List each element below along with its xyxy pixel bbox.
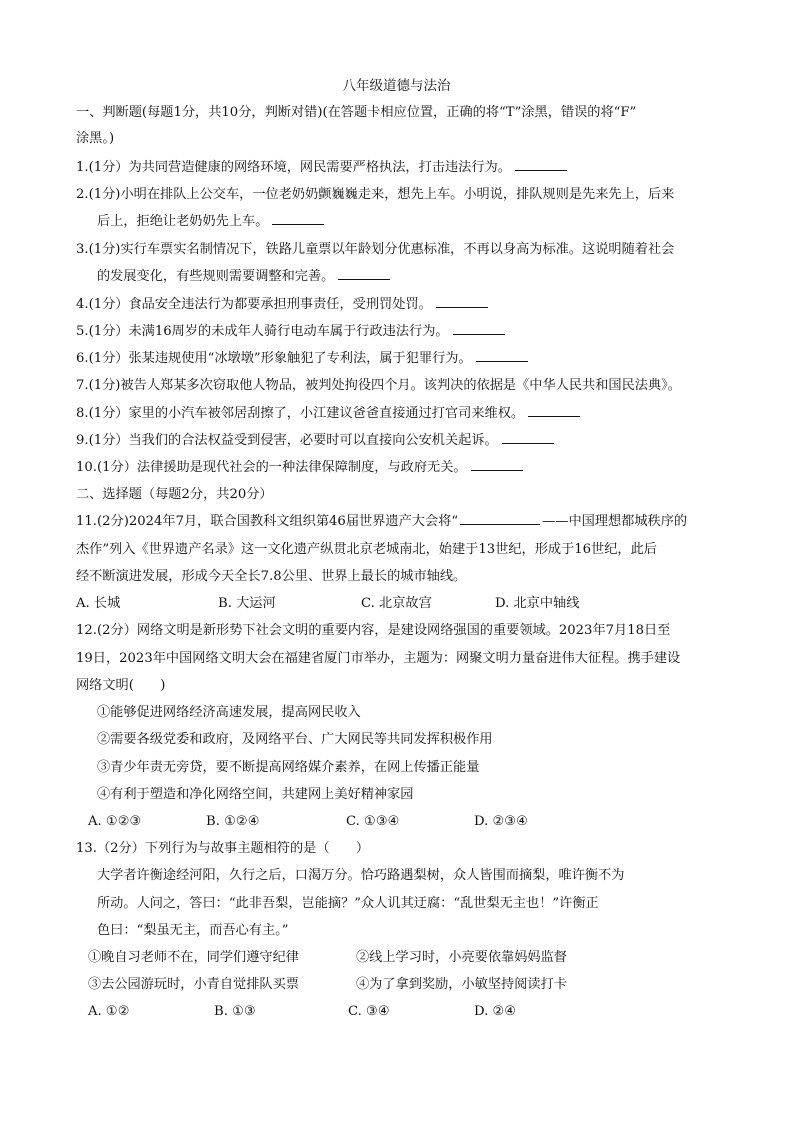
question-1: 1.(1分）为共同营造健康的网络环境，网民需要严格执法，打击违法行为。 — [76, 158, 567, 178]
q12-option-d[interactable]: D. ②③④ — [474, 814, 528, 829]
answer-blank[interactable] — [528, 404, 580, 417]
section1-heading: 一、判断题(每题1分，共10分，判断对错)(在答题卡相应位置，正确的将“T”涂黑，错误的将“F” — [76, 105, 637, 120]
q12-statement-4: ④有利于塑造和净化网络空间，共建网上美好精神家园 — [97, 787, 414, 802]
question-8: 8.(1分）家里的小汽车被邻居刮擦了，小江建议爸爸直接通过打官司来维权。 — [76, 404, 580, 424]
question-3-cont: 的发展变化，有些规则需要调整和完善。 — [97, 267, 390, 287]
q13-option-d[interactable]: D. ②④ — [474, 1004, 517, 1019]
answer-blank[interactable] — [476, 349, 528, 362]
q11-option-a[interactable]: A. 长城 — [76, 596, 121, 611]
question-3: 3.(1分)实行车票实名制情况下，铁路儿童票以年龄划分优惠标准，不再以身高为标准。这说明随着社会 — [76, 242, 675, 257]
question-12: 12.(2分）网络文明是新形势下社会文明的重要内容，是建设网络强国的重要领域。2023年7月18日至 — [76, 623, 671, 638]
q11-option-c[interactable]: C. 北京故宫 — [361, 596, 432, 611]
q13-option-a[interactable]: A. ①② — [88, 1004, 130, 1019]
question-6: 6.(1分）张某违规使用“冰墩墩”形象触犯了专利法，属于犯罪行为。 — [76, 349, 528, 369]
q13-story-cont2: 色曰：“梨虽无主，而吾心有主。” — [97, 923, 289, 938]
question-11-cont: 杰作”列入《世界遗产名录》这一文化遗产纵贯北京老城南北，始建于13世纪，形成于16世纪，此后 — [76, 542, 657, 557]
question-10: 10.(1分）法律援助是现代社会的一种法律保障制度，与政府无关。 — [76, 458, 523, 478]
q12-option-b[interactable]: B. ①②④ — [206, 814, 260, 829]
q11-option-b[interactable]: B. 大运河 — [218, 596, 276, 611]
answer-blank[interactable] — [471, 458, 523, 471]
q13-statement-2: ②线上学习时，小亮要依靠妈妈监督 — [356, 950, 567, 965]
answer-blank[interactable] — [338, 267, 390, 280]
q13-statement-4: ④为了拿到奖励，小敏坚持阅读打卡 — [356, 977, 567, 992]
q12-statement-1: ①能够促进网络经济高速发展，提高网民收入 — [97, 705, 361, 720]
q12-option-c[interactable]: C. ①③④ — [346, 814, 400, 829]
question-12-cont: 19日，2023年中国网络文明大会在福建省厦门市举办，主题为：网聚文明力量奋进伟大征程。携手建设 — [76, 651, 681, 666]
answer-blank[interactable] — [502, 431, 554, 444]
question-7: 7.(1分)被告人郑某多次窃取他人物品，被判处拘役四个月。该判决的依据是《中华人民共和国民法典》。 — [76, 378, 681, 393]
question-12-cont2: 网络文明( ) — [76, 678, 166, 693]
question-5: 5.(1分）未满16周岁的未成年人骑行电动车属于行政违法行为。 — [76, 322, 505, 342]
answer-blank[interactable] — [436, 295, 488, 308]
page-title: 八年级道德与法治 — [342, 78, 451, 94]
q12-statement-2: ②需要各级党委和政府，及网络平台、广大网民等共同发挥积极作用 — [97, 732, 493, 747]
section2-heading: 二、选择题（每题2分，共20分） — [76, 487, 273, 502]
q11-option-d[interactable]: D. 北京中轴线 — [495, 596, 580, 611]
question-9: 9.(1分）当我们的合法权益受到侵害，必要时可以直接向公安机关起诉。 — [76, 431, 554, 451]
answer-blank[interactable] — [272, 212, 324, 225]
question-2-cont: 后上，拒绝让老奶奶先上车。 — [97, 212, 324, 232]
q13-story: 大学者许衡途经河阳，久行之后，口渴万分。恰巧路遇梨树，众人皆围而摘梨，唯许衡不为 — [97, 868, 625, 883]
q13-option-c[interactable]: C. ③④ — [348, 1004, 390, 1019]
q13-option-b[interactable]: B. ①③ — [214, 1004, 256, 1019]
question-11: 11.(2分)2024年7月，联合国教科文组织第46届世界遗产大会将“ ——中国理想都城秩序的 — [76, 514, 688, 529]
q13-statement-1: ①晚自习老师不在，同学们遵守纪律 — [88, 950, 299, 965]
question-4: 4.(1分）食品安全违法行为都要承担刑事责任，受刑罚处罚。 — [76, 295, 488, 315]
question-13: 13.（2分）下列行为与故事主题相符的是（ ） — [76, 841, 370, 856]
q13-story-cont: 所动。人问之，答曰：“此非吾梨，岂能摘？”众人讥其迂腐：“乱世梨无主也！”许衡正 — [97, 896, 599, 911]
fill-blank[interactable] — [460, 512, 540, 525]
q12-option-a[interactable]: A. ①②③ — [88, 814, 142, 829]
q13-statement-3: ③去公园游玩时，小青自觉排队买票 — [88, 977, 299, 992]
question-11-cont2: 经不断演进发展，形成今天全长7.8公里、世界上最长的城市轴线。 — [76, 569, 467, 584]
answer-blank[interactable] — [453, 322, 505, 335]
q12-statement-3: ③青少年责无旁贷，要不断提高网络媒介素养，在网上传播正能量 — [97, 760, 480, 775]
section1-heading-cont: 涂黑。) — [76, 131, 115, 146]
question-2: 2.(1分)小明在排队上公交车，一位老奶奶颤巍巍走来，想先上车。小明说，排队规则是先来先上，后来 — [76, 187, 675, 202]
answer-blank[interactable] — [515, 158, 567, 171]
